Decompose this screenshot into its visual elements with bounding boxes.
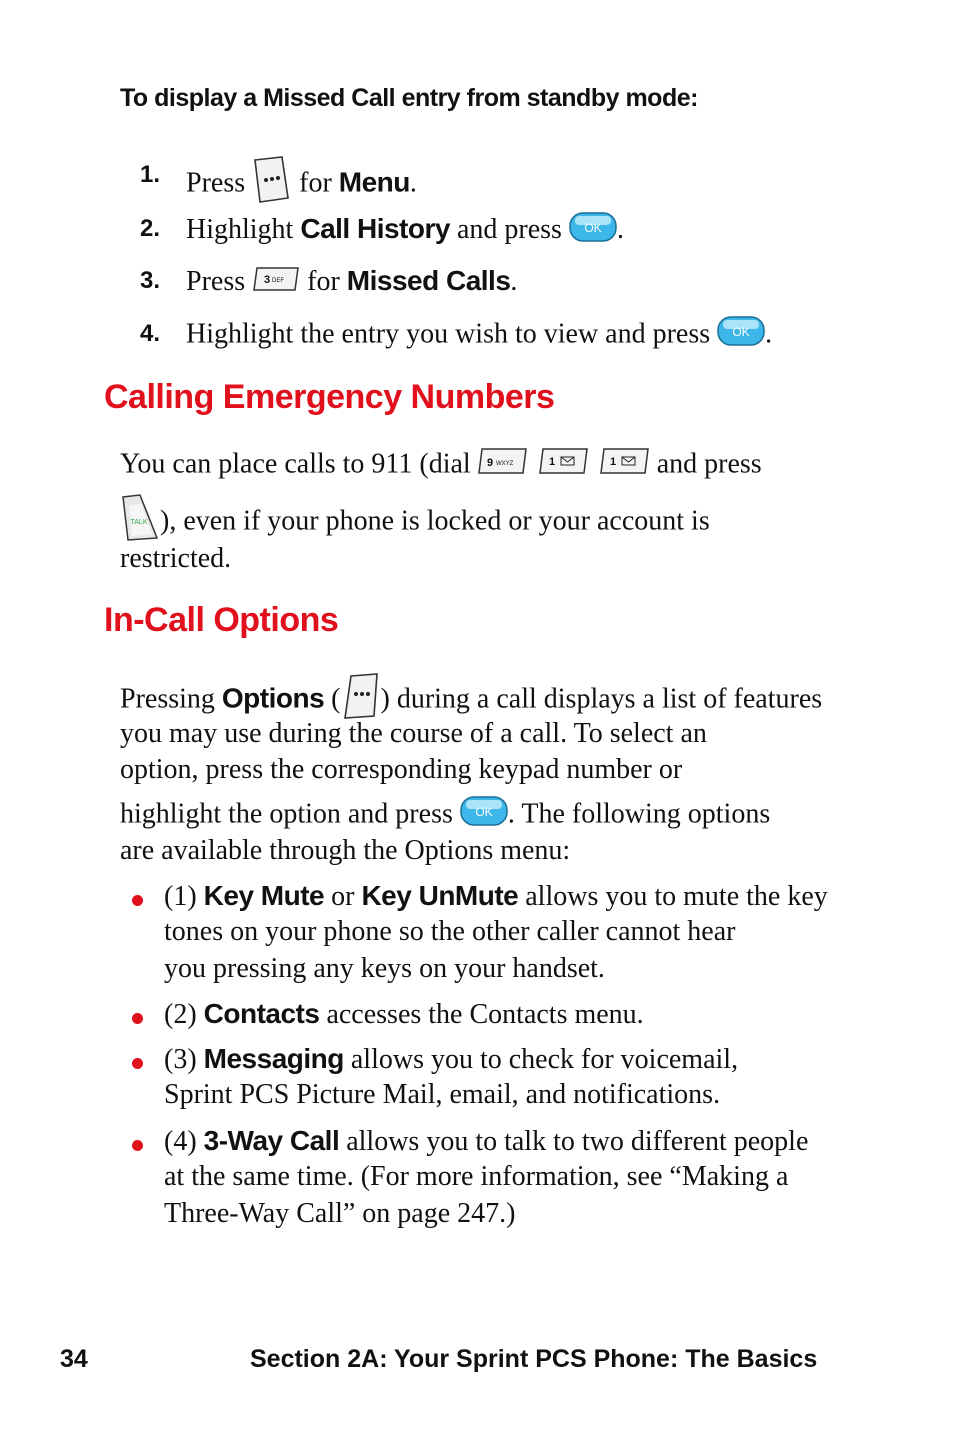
svg-text:WXYZ: WXYZ [495,461,514,467]
key-1-icon [600,446,650,486]
step-number: 1. [140,161,161,188]
bullet-dot [132,895,143,906]
page-number: 34 [60,1345,88,1373]
bullet-messaging: (3) Messaging allows you to check for voicemail, [164,1043,739,1075]
bullet-continuation: Sprint PCS Picture Mail, email, and notifications. [164,1079,721,1110]
bullet-dot [132,1058,143,1069]
bullet-dot [132,1140,143,1151]
incall-para-line-3: option, press the corresponding keypad number or [120,754,683,785]
svg-text:3: 3 [264,273,271,286]
step-number: 2. [140,215,161,242]
menu-softkey-icon [252,156,292,214]
svg-text:DEF: DEF [272,277,285,284]
procedure-heading: To display a Missed Call entry from standby mode: [120,84,698,112]
step-number: 4. [140,320,161,347]
emergency-line-3: restricted. [120,543,232,574]
svg-text:OK: OK [584,220,602,235]
ok-key-icon [460,796,508,836]
bullet-three-way-call: (4) 3-Way Call allows you to talk to two different people [164,1125,809,1157]
incall-para-line-1: Pressing Options ( ) during a call displays a list of features [120,672,822,730]
svg-text:OK: OK [732,325,750,339]
step-2-text: Highlight Call History and press OK . [186,211,624,252]
incall-para-line-2: you may use during the course of a call. To select an [120,718,707,749]
emergency-line-1: You can place calls to 911 (dial 9 WXYZ 1 1 and press [120,446,762,486]
incall-para-line-4: highlight the option and press OK . The following options [120,796,770,836]
svg-text:9: 9 [486,457,493,469]
key-1-icon [539,446,589,486]
bullet-contacts: (2) Contacts accesses the Contacts menu. [164,998,644,1030]
section-heading-incall: In-Call Options [104,601,339,639]
svg-text:TALK: TALK [130,519,148,526]
svg-text:1: 1 [609,456,616,468]
emergency-line-2: TALK ), even if your phone is locked or your account is [120,494,710,552]
ok-key-icon [717,316,765,356]
key-9-icon [478,446,528,486]
section-footer: Section 2A: Your Sprint PCS Phone: The Basics [250,1345,818,1373]
bullet-dot [132,1013,143,1024]
step-4-text: Highlight the entry you wish to view and press OK . [186,316,772,356]
bullet-continuation: Three-Way Call” on page 247.) [164,1198,516,1229]
step-1-text: Press for Menu. [186,156,417,214]
key-3-icon [252,266,300,302]
incall-para-line-5: are available through the Options menu: [120,835,571,866]
step-number: 3. [140,267,161,294]
bullet-continuation: at the same time. (For more information, see “Making a [164,1161,789,1192]
svg-text:OK: OK [475,805,493,819]
step-3-text: Press 3 DEF for Missed Calls. [186,263,517,302]
bullet-continuation: tones on your phone so the other caller cannot hear [164,916,736,947]
bullet-continuation: you pressing any keys on your handset. [164,953,605,984]
ok-key-icon [569,212,617,252]
section-heading-emergency: Calling Emergency Numbers [104,378,555,416]
bullet-key-mute: (1) Key Mute or Key UnMute allows you to mute the key [164,880,828,912]
svg-text:1: 1 [548,456,555,468]
